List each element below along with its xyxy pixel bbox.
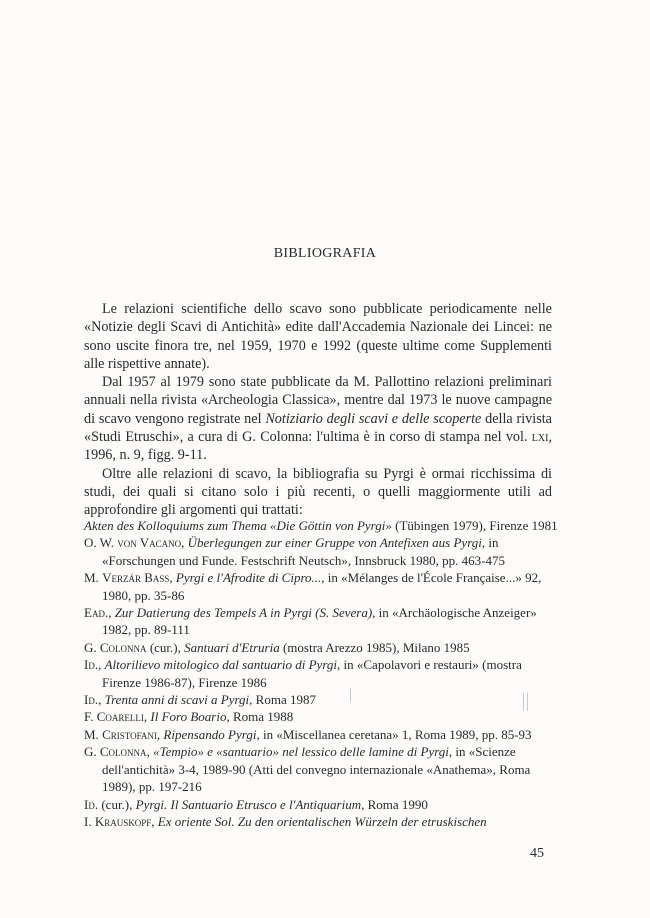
author-name: Colonna <box>99 744 147 760</box>
reference-entry <box>84 726 558 743</box>
reference-details: , in «Archäologische Anzeiger» 1982, pp. 89-111 <box>102 605 537 638</box>
reference-entry <box>84 569 558 604</box>
reference-entry <box>84 604 558 639</box>
volume-numeral: lxi <box>531 429 549 446</box>
reference-entry <box>84 691 558 708</box>
author-initials: O. W. <box>84 535 118 551</box>
reference-title: Pyrgi. Il Santuario Etrusco e l'Antiquarium <box>135 796 362 812</box>
author-name: Krauskopf <box>94 813 152 829</box>
italic-run: Notiziario degli scavi e delle scoperte <box>265 410 482 427</box>
author-name: Coarelli <box>96 709 144 725</box>
author-initials: F. <box>84 709 97 725</box>
reference-title: Altorilievo mitologico dal santuario di Pyrgi <box>104 657 338 673</box>
reference-details: , in «Mélanges de l'École Française...» 92, 1980, pp. 35-86 <box>102 570 542 603</box>
text-run: della rivista «Studi Etruschi», a cura di G. Colonna: l'ultima è in corso di stampa nel vol. <box>84 410 552 446</box>
separator: , <box>108 605 115 621</box>
separator: , <box>146 744 154 760</box>
reference-details: , Roma 1988 <box>226 709 294 725</box>
reference-details: (mostra Arezzo 1985), Milano 1985 <box>279 639 470 655</box>
separator: , <box>169 570 176 586</box>
author-initials: M. <box>84 726 103 742</box>
editor-note: (cur.), <box>146 639 185 655</box>
reference-details: , Roma 1990 <box>361 796 428 812</box>
reference-details: , in «Forschungen und Funde. Festschrift Neutsch», Innsbruck 1980, pp. 463-475 <box>102 535 505 568</box>
reference-list <box>84 517 558 830</box>
author-initials: G. <box>84 639 100 655</box>
separator: , <box>98 657 105 673</box>
scan-mark <box>523 693 524 711</box>
text-run: , 1996, n. 9, figg. 9-11. <box>84 429 552 464</box>
reference-title: Ripensando Pyrgi <box>163 726 257 742</box>
author-name: Verzár Bass <box>102 570 170 586</box>
reference-details: (Tübingen 1979), Firenze 1981 <box>391 518 558 533</box>
reference-title: Santuari d'Etruria <box>184 639 280 655</box>
author-initials: I. <box>84 813 95 829</box>
reference-entry <box>84 656 558 691</box>
reference-title: «Tempio» e «santuario» nel lessico delle lamine di Pyrgi <box>153 744 449 760</box>
author-initials: M. <box>84 570 103 586</box>
reference-entry <box>84 796 558 813</box>
reference-entry <box>84 743 558 795</box>
section-heading: BIBLIOGRAFIA <box>273 246 377 261</box>
text-run: Dal 1957 al 1979 sono state pubblicate da M. Pallottino relazioni preliminari annuali nella rivista «Archeologia Classica», mentre dal 1973 le nuove campagne di scavo vengono registrate nel <box>84 374 552 427</box>
author-name: Colonna <box>99 639 147 655</box>
intro-paragraph-2 <box>84 373 552 464</box>
scan-mark <box>527 693 528 711</box>
reference-entry <box>84 534 558 569</box>
reference-title: Trenta anni di scavi a Pyrgi <box>104 692 250 708</box>
reference-entry <box>84 708 558 725</box>
author-name: von Vacano <box>117 535 182 551</box>
author-name: Ead. <box>84 605 109 621</box>
reference-title: Il Foro Boario <box>150 709 227 725</box>
reference-details: , Roma 1987 <box>249 692 316 708</box>
reference-entry <box>84 639 558 656</box>
editor-note: (cur.), <box>98 796 136 812</box>
separator: , <box>181 535 188 551</box>
author-initials: G. <box>84 744 100 760</box>
reference-title: Akten des Kolloquiums zum Thema «Die Göttin von Pyrgi» <box>84 518 392 533</box>
scan-mark <box>350 688 351 702</box>
author-name: Id. <box>84 796 99 812</box>
intro-text <box>84 300 552 520</box>
author-name: Id. <box>84 692 99 708</box>
reference-title: Zur Datierung des Tempels A in Pyrgi (S. Severa) <box>114 605 373 621</box>
separator: , <box>156 726 164 742</box>
separator: , <box>151 813 158 829</box>
reference-title: Ex oriente Sol. Zu den orientalischen Würzeln der etruskischen <box>157 813 487 829</box>
reference-details: , in «Capolavori e restauri» (mostra Firenze 1986-87), Firenze 1986 <box>102 657 522 690</box>
reference-entry <box>84 813 558 830</box>
intro-paragraph-3 <box>84 465 552 520</box>
reference-details: , in «Scienze dell'antichità» 3-4, 1989-90 (Atti del convegno internazionale «Anathema», Roma 1989), pp. 197-216 <box>102 744 531 795</box>
reference-title: Pyrgi e l'Afrodite di Cipro... <box>175 570 322 586</box>
page-number: 45 <box>530 846 544 861</box>
intro-paragraph-1 <box>84 300 552 373</box>
separator: , <box>143 709 151 725</box>
reference-details: , in «Miscellanea ceretana» 1, Roma 1989, pp. 85-93 <box>256 726 532 742</box>
reference-entry <box>84 517 558 534</box>
reference-title: Überlegungen zur einer Gruppe von Antefixen aus Pyrgi <box>187 535 482 551</box>
text-run: Oltre alle relazioni di scavo, la bibliografia su Pyrgi è ormai ricchissima di studi, dei quali si citano solo i più recenti, o quelli maggiormente utili ad approfondire gli argomenti qui trattati: <box>84 465 552 519</box>
separator: , <box>98 692 105 708</box>
author-name: Id. <box>84 657 99 673</box>
author-name: Cristofani <box>102 726 157 742</box>
text-run: Le relazioni scientifiche dello scavo sono pubblicate periodicamente nelle «Notizie degli Scavi di Antichità» edite dall'Accademia Nazionale dei Lincei: ne sono uscite finora tre, nel 1959, 1970 e 1992 (queste ultime come Supplementi alle rispettive annate). <box>84 301 552 372</box>
